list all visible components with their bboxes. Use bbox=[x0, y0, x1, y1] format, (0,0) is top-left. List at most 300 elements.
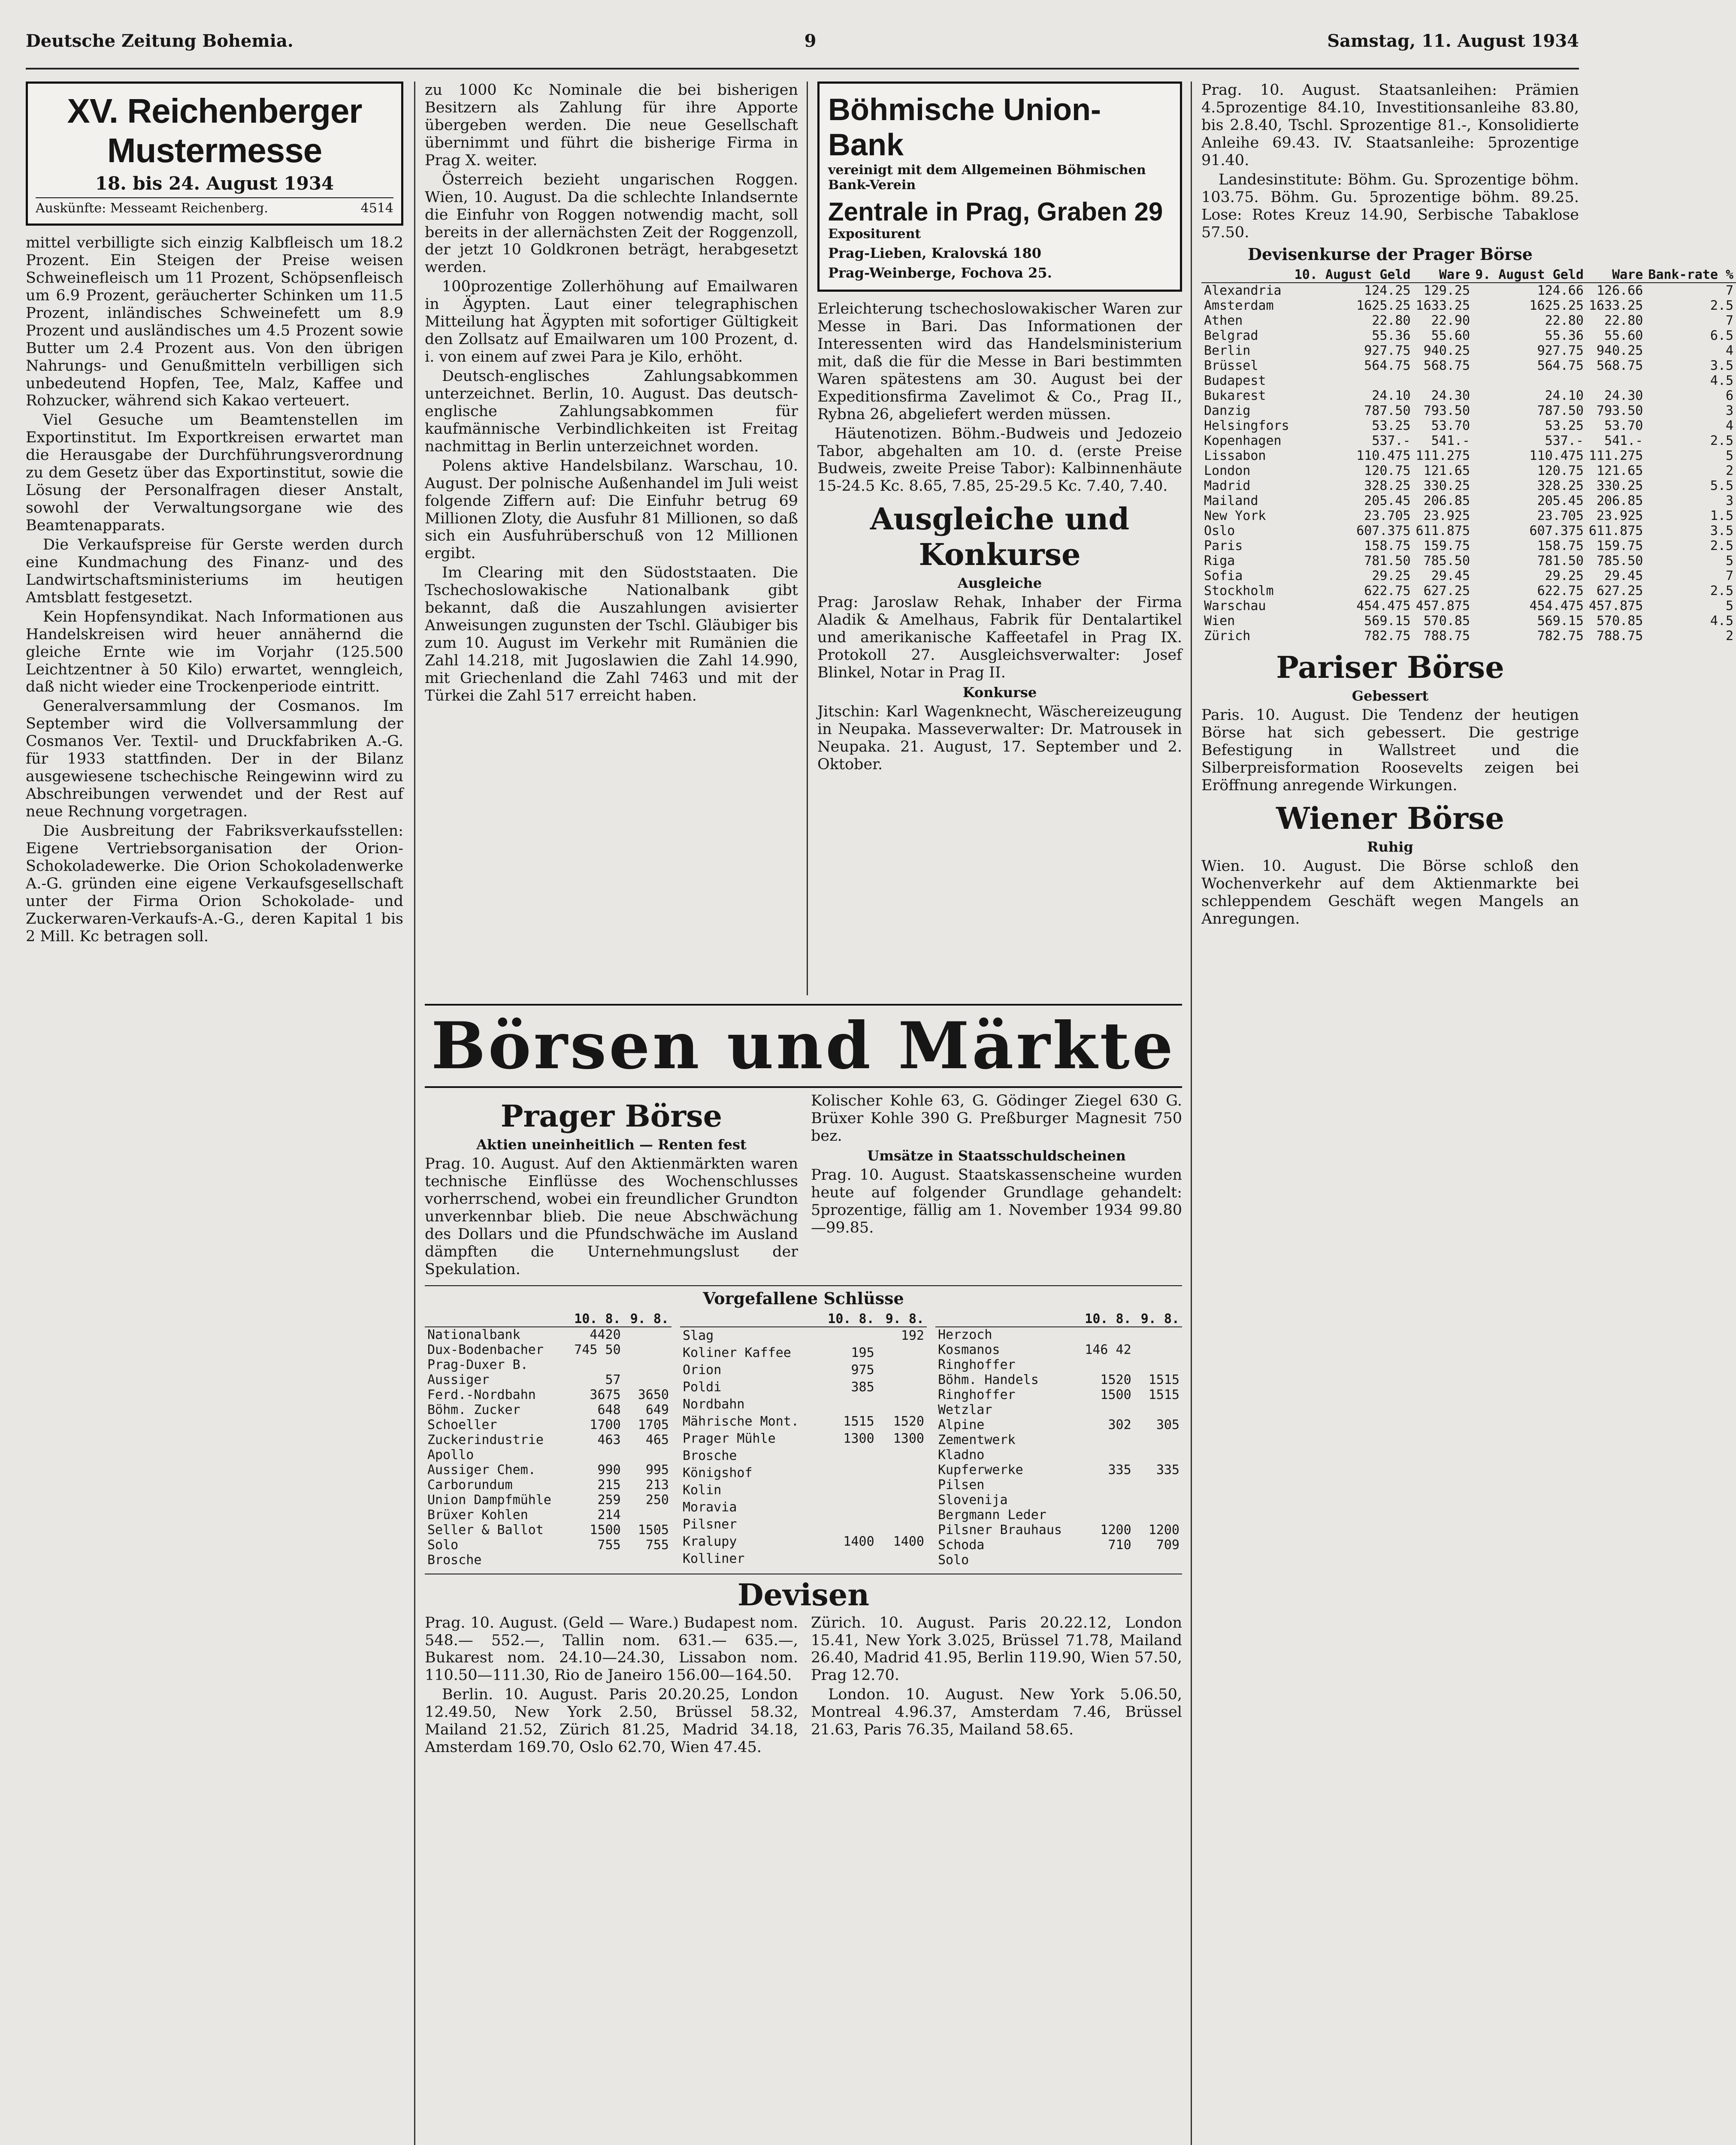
table-header-cell: Ware bbox=[1413, 267, 1473, 283]
table-cell: 206.85 bbox=[1597, 493, 1643, 509]
article-paragraph: Generalversammlung der Cosmanos. Im September wird die Vollversammlung der Cosmanos Ver. Textil- und Druckfabriken A.-G. für 1933 stattfinden. Der in der Bilanz ausgewiesene tschechische Reingewinn wird zu Abschreibungen verwendet und der Rest auf neue Rechnung vorgetragen. bbox=[26, 698, 403, 820]
table-cell: 2.5 bbox=[1710, 538, 1734, 554]
table-cell: 3650 bbox=[638, 1387, 669, 1402]
table-cell bbox=[1077, 1432, 1134, 1447]
table-cell: Pilsner Brauhaus bbox=[938, 1522, 1062, 1538]
bank-branch: Prag-Lieben, Kralovská 180 bbox=[828, 245, 1041, 261]
table-cell: 195 bbox=[851, 1345, 874, 1361]
table-cell: Kolliner bbox=[683, 1551, 745, 1567]
article-paragraph: Kolischer Kohle 63, G. Gödinger Ziegel 630 G. Brüxer Kohle 390 G. Preßburger Magnesit 750 bez. bbox=[811, 1092, 1182, 1145]
table-cell: 29.45 bbox=[1431, 568, 1470, 584]
quote-row bbox=[680, 1344, 927, 1362]
table-cell: Böhm. Zucker bbox=[427, 1402, 520, 1417]
markets-columns bbox=[425, 1092, 1182, 1278]
quote-row bbox=[935, 1402, 1182, 1417]
table-cell bbox=[1077, 1477, 1134, 1492]
table-cell: 755 bbox=[597, 1537, 621, 1553]
table-cell: 305 bbox=[1156, 1417, 1180, 1432]
table-cell: Schoeller bbox=[427, 1417, 497, 1432]
table-cell: Warschau bbox=[1204, 598, 1266, 614]
devisen-row bbox=[1201, 523, 1736, 538]
table-cell bbox=[877, 1465, 927, 1482]
article-paragraph: Deutsch-englisches Zahlungsabkommen unterzeichnet. Berlin, 10. August. Das deutsch-englische Zahlungsabkommen für kaufmännische Verbindlichkeiten ist Freitag nachmittag in Berlin unterzeichnet worden. bbox=[425, 368, 798, 455]
column-divider bbox=[1191, 82, 1192, 2145]
table-cell: 259 bbox=[597, 1492, 621, 1508]
table-cell: Dux-Bodenbacher bbox=[427, 1342, 544, 1357]
table-cell bbox=[877, 1499, 927, 1516]
table-cell: 1515 bbox=[1148, 1387, 1180, 1402]
column-3 bbox=[817, 82, 1182, 995]
quote-row bbox=[935, 1357, 1182, 1372]
table-cell: 541.- bbox=[1604, 433, 1643, 449]
table-cell: 607.375 bbox=[1356, 523, 1411, 539]
quote-row bbox=[680, 1430, 927, 1447]
header-rule bbox=[26, 68, 1579, 69]
table-cell: Sofia bbox=[1204, 568, 1243, 584]
quote-row bbox=[425, 1372, 671, 1387]
table-cell: 192 bbox=[901, 1328, 924, 1344]
table-cell: 787.50 bbox=[1364, 403, 1411, 419]
prager-boerse-right bbox=[811, 1092, 1182, 1278]
devisen-row bbox=[1201, 358, 1736, 373]
table-cell: Bergmann Leder bbox=[938, 1507, 1046, 1523]
quote-row bbox=[680, 1396, 927, 1413]
article-paragraph: Wien. 10. August. Die Börse schloß den Wochenverkehr auf dem Aktienmarkte bei schleppendem Geschäft wegen Mangels an Anregungen. bbox=[1201, 858, 1579, 927]
table-header-cell: Ware bbox=[1586, 267, 1645, 283]
table-cell bbox=[623, 1327, 671, 1342]
table-cell bbox=[566, 1447, 623, 1462]
table-cell bbox=[1134, 1432, 1182, 1447]
table-cell: 55.60 bbox=[1604, 328, 1643, 344]
table-cell: 990 bbox=[597, 1462, 621, 1477]
table-cell: 121.65 bbox=[1423, 463, 1470, 479]
quote-row bbox=[425, 1492, 671, 1508]
table-header-cell: 9. 8. bbox=[623, 1311, 671, 1327]
table-cell: Kupferwerke bbox=[938, 1462, 1023, 1477]
table-cell: 53.70 bbox=[1604, 418, 1643, 434]
table-cell: 1200 bbox=[1100, 1522, 1131, 1538]
table-cell bbox=[623, 1553, 671, 1568]
masthead-left: Deutsche Zeitung Bohemia. bbox=[26, 30, 293, 51]
table-cell: Ferd.-Nordbahn bbox=[427, 1387, 536, 1402]
quote-row bbox=[425, 1357, 671, 1372]
quote-row bbox=[680, 1327, 927, 1344]
table-cell: 1625.25 bbox=[1529, 298, 1584, 314]
article-paragraph: 100prozentige Zollerhöhung auf Emailwaren in Ägypten. Laut einer telegraphischen Mitteilung hat Ägypten mit sofortiger Gültigkeit den Zollsatz auf Emailwaren um 100 Prozent, d. i. von einem auf zwei Para je Kilo, erhöht. bbox=[425, 278, 798, 366]
devisen-row bbox=[1201, 538, 1736, 553]
table-cell: 782.75 bbox=[1537, 628, 1584, 644]
devisen-columns bbox=[425, 1614, 1182, 1757]
table-cell: Alpine bbox=[938, 1417, 985, 1432]
table-cell: 1705 bbox=[638, 1417, 669, 1432]
devisen-row bbox=[1201, 493, 1736, 508]
table-cell: 3.5 bbox=[1710, 523, 1734, 539]
table-cell: 55.36 bbox=[1372, 328, 1411, 344]
table-cell: 22.80 bbox=[1604, 313, 1643, 329]
table-cell: 4 bbox=[1726, 343, 1734, 359]
table-cell: Ringhoffer bbox=[938, 1387, 1016, 1402]
table-cell: 940.25 bbox=[1597, 343, 1643, 359]
table-cell: Wien bbox=[1204, 613, 1235, 629]
devisen-row bbox=[1201, 418, 1736, 433]
table-cell bbox=[877, 1516, 927, 1533]
table-cell: Kopenhagen bbox=[1204, 433, 1282, 449]
table-cell: 24.30 bbox=[1604, 388, 1643, 404]
table-header-cell: 9. August Geld bbox=[1473, 267, 1586, 283]
table-cell: 793.50 bbox=[1597, 403, 1643, 419]
table-cell: Königshof bbox=[683, 1465, 753, 1481]
table-cell: 215 bbox=[597, 1477, 621, 1492]
table-cell: 120.75 bbox=[1537, 463, 1584, 479]
table-cell: London bbox=[1204, 463, 1251, 479]
table-cell: 110.475 bbox=[1529, 448, 1584, 464]
quote-row bbox=[680, 1465, 927, 1482]
paris-subheading: Gebessert bbox=[1352, 688, 1429, 704]
devisen-row bbox=[1201, 508, 1736, 523]
quote-row bbox=[935, 1417, 1182, 1432]
table-cell: 745 50 bbox=[574, 1342, 621, 1357]
wien-subheading: Ruhig bbox=[1367, 839, 1413, 855]
table-cell: 1633.25 bbox=[1415, 298, 1470, 314]
quote-row bbox=[680, 1499, 927, 1516]
table-cell: 785.50 bbox=[1597, 553, 1643, 569]
devisen-row bbox=[1201, 598, 1736, 613]
table-cell: 6 bbox=[1726, 388, 1734, 404]
table-cell: 330.25 bbox=[1423, 478, 1470, 494]
table-cell: Paris bbox=[1204, 538, 1243, 554]
quote-row bbox=[935, 1553, 1182, 1568]
bank-expositur: Expositurent bbox=[828, 227, 921, 242]
table-cell: 53.25 bbox=[1372, 418, 1411, 434]
table-cell bbox=[1134, 1508, 1182, 1523]
table-cell: Budapest bbox=[1204, 373, 1266, 389]
devisen-row bbox=[1201, 328, 1736, 343]
quote-row bbox=[935, 1327, 1182, 1342]
table-cell bbox=[877, 1550, 927, 1568]
table-cell bbox=[1586, 373, 1645, 388]
devisen-row bbox=[1201, 343, 1736, 358]
quote-row bbox=[425, 1553, 671, 1568]
devisen-heading: Devisen bbox=[425, 1574, 1182, 1613]
table-cell: 564.75 bbox=[1364, 358, 1411, 374]
page-number: 9 bbox=[804, 30, 817, 51]
table-cell: 110.475 bbox=[1356, 448, 1411, 464]
quote-row bbox=[425, 1402, 671, 1417]
table-cell bbox=[1134, 1492, 1182, 1508]
table-cell: Nordbahn bbox=[683, 1397, 745, 1412]
table-cell: 1520 bbox=[893, 1414, 924, 1429]
devisen-right bbox=[811, 1614, 1182, 1757]
section-subheading: Konkurse bbox=[962, 684, 1037, 701]
table-cell: Apollo bbox=[427, 1447, 474, 1462]
table-cell: 335 bbox=[1156, 1462, 1180, 1477]
devisen-row bbox=[1201, 388, 1736, 403]
table-header-cell: 10. 8. bbox=[566, 1311, 623, 1327]
quote-row bbox=[425, 1447, 671, 1462]
devisen-row bbox=[1201, 553, 1736, 568]
devisen-row bbox=[1201, 583, 1736, 598]
quote-row bbox=[935, 1432, 1182, 1447]
quote-row bbox=[425, 1327, 671, 1342]
table-cell: Wetzlar bbox=[938, 1402, 992, 1417]
article-paragraph: Polens aktive Handelsbilanz. Warschau, 10. August. Der polnische Außenhandel im Juli weist folgende Ziffern auf: Die Einfuhr betrug 69 Millionen Zloty, die Ausfuhr 81 Millionen, so daß sich ein Ausfuhrüberschuß von 12 Millionen ergibt. bbox=[425, 457, 798, 562]
table-cell: 1500 bbox=[590, 1522, 621, 1538]
table-cell bbox=[1077, 1492, 1134, 1508]
table-cell: 1633.25 bbox=[1588, 298, 1643, 314]
column-1 bbox=[26, 82, 403, 2145]
quote-row bbox=[935, 1462, 1182, 1477]
table-cell bbox=[818, 1327, 877, 1344]
table-header-row bbox=[935, 1311, 1182, 1327]
table-cell: Lissabon bbox=[1204, 448, 1266, 464]
table-cell: Madrid bbox=[1204, 478, 1251, 494]
table-header-row bbox=[1201, 267, 1736, 283]
table-cell: 1300 bbox=[893, 1431, 924, 1447]
issue-date: Samstag, 11. August 1934 bbox=[1327, 30, 1579, 51]
table-cell: 53.70 bbox=[1431, 418, 1470, 434]
table-cell bbox=[1134, 1553, 1182, 1568]
messe-advertisement bbox=[26, 82, 403, 226]
table-cell: 55.36 bbox=[1545, 328, 1584, 344]
table-cell: 302 bbox=[1108, 1417, 1131, 1432]
bank-advertisement bbox=[817, 82, 1182, 292]
table-header-cell: Bank-rate % bbox=[1645, 267, 1736, 283]
table-cell: 53.25 bbox=[1545, 418, 1584, 434]
table-cell bbox=[1134, 1447, 1182, 1462]
article-paragraph: Landesinstitute: Böhm. Gu. Sprozentige böhm. 103.75. Böhm. Gu. 5prozentige böhm. 89.25. Lose: Rotes Kreuz 14.90, Serbische Tabaklose 57.50. bbox=[1201, 171, 1579, 241]
table-cell: 23.705 bbox=[1537, 508, 1584, 524]
table-cell: 940.25 bbox=[1423, 343, 1470, 359]
table-cell: Bukarest bbox=[1204, 388, 1266, 404]
article-paragraph: Jitschin: Karl Wagenknecht, Wäschereizeugung in Neupaka. Masseverwalter: Dr. Matrousek in Neupaka. 21. August, 17. September und 2. Oktober. bbox=[817, 703, 1182, 773]
table-cell: Mailand bbox=[1204, 493, 1258, 509]
table-cell bbox=[818, 1516, 877, 1533]
devisen-left bbox=[425, 1614, 798, 1757]
column-1-articles bbox=[26, 234, 403, 946]
wien-heading: Wiener Börse bbox=[1276, 801, 1504, 837]
quote-row bbox=[425, 1508, 671, 1523]
table-cell: 787.50 bbox=[1537, 403, 1584, 419]
table-cell: 57 bbox=[605, 1372, 621, 1387]
table-cell: Alexandria bbox=[1204, 283, 1282, 299]
article-paragraph: Österreich bezieht ungarischen Roggen. Wien, 10. August. Da die schlechte Inlandsernte die Einfuhr von Roggen notwendig macht, soll bereits in der allernächsten Zeit der Roggenzoll, der jetzt 10 Goldkronen beträgt, herabgesetzt werden. bbox=[425, 171, 798, 276]
table-cell: 1200 bbox=[1148, 1522, 1180, 1538]
messe-dates: 18. bis 24. August 1934 bbox=[95, 173, 334, 194]
table-header-row bbox=[680, 1311, 927, 1327]
table-cell: 158.75 bbox=[1537, 538, 1584, 554]
table-cell: 927.75 bbox=[1364, 343, 1411, 359]
table-cell: 120.75 bbox=[1364, 463, 1411, 479]
table-cell bbox=[818, 1482, 877, 1499]
table-cell: 1520 bbox=[1100, 1372, 1131, 1387]
table-cell: Brüxer Kohlen bbox=[427, 1507, 528, 1523]
table-cell: Prager Mühle bbox=[683, 1431, 776, 1447]
section-subheading: Ausgleiche bbox=[957, 575, 1042, 592]
table-cell: 607.375 bbox=[1529, 523, 1584, 539]
quote-row bbox=[680, 1379, 927, 1396]
table-cell: 788.75 bbox=[1597, 628, 1643, 644]
table-cell: Belgrad bbox=[1204, 328, 1258, 344]
table-cell: 564.75 bbox=[1537, 358, 1584, 374]
table-cell bbox=[1473, 373, 1586, 388]
devisen-row bbox=[1201, 568, 1736, 583]
table-header-cell: 10. 8. bbox=[818, 1311, 877, 1327]
table-cell: 129.25 bbox=[1423, 283, 1470, 299]
table-cell: 4.5 bbox=[1710, 373, 1734, 389]
table-cell: 214 bbox=[597, 1507, 621, 1523]
markets-section bbox=[425, 1004, 1182, 2145]
table-cell: 463 bbox=[597, 1432, 621, 1447]
table-cell bbox=[1077, 1357, 1134, 1372]
article-paragraph: Im Clearing mit den Südoststaaten. Die Tschechoslowakische Nationalbank gibt bekannt, daß die Auszahlungen avisierter Anweisungen zugunsten der Tschl. Gläubiger bis zum 10. August im Verkehr mit Rumänien die Zahl 14.218, mit Jugoslawien die Zahl 14.990, mit Griechenland die Zahl 7463 und mit der Türkei die Zahl 517 erreicht haben. bbox=[425, 564, 798, 704]
table-cell: 3 bbox=[1726, 403, 1734, 419]
table-cell: 6.5 bbox=[1710, 328, 1734, 344]
table-cell: 1625.25 bbox=[1356, 298, 1411, 314]
table-cell bbox=[1413, 373, 1473, 388]
table-cell: 611.875 bbox=[1588, 523, 1643, 539]
article-paragraph: Prag. 10. August. Staatsanleihen: Prämien 4.5prozentige 84.10, Investitionsanleihe 83.80, bis 2.8.40, Tschl. Sprozentige 81.-, Konsolidierte Anleihe 69.43. IV. Staatsanleihe: 5prozentige 91.40. bbox=[1201, 82, 1579, 169]
table-cell: Nationalbank bbox=[427, 1327, 520, 1342]
article-paragraph: Zürich. 10. August. Paris 20.22.12, London 15.41, New York 3.025, Brüssel 71.78, Mailand 26.40, Madrid 41.95, Berlin 119.90, Wien 57.50, Prag 12.70. bbox=[811, 1614, 1182, 1684]
quote-row bbox=[935, 1523, 1182, 1538]
table-cell bbox=[1077, 1447, 1134, 1462]
table-cell: 785.50 bbox=[1423, 553, 1470, 569]
table-cell: 454.475 bbox=[1356, 598, 1411, 614]
table-cell: 385 bbox=[851, 1380, 874, 1395]
messe-title: XV. Reichenberger Mustermesse bbox=[67, 92, 362, 169]
table-cell: Herzoch bbox=[938, 1327, 992, 1342]
table-cell: Schoda bbox=[938, 1537, 985, 1553]
quote-row bbox=[935, 1492, 1182, 1508]
article-paragraph: Die Verkaufspreise für Gerste werden durch eine Kundmachung des Finanz- und des Landwirtschaftsministeriums im heutigen Amtsblatt festgesetzt. bbox=[26, 536, 403, 606]
table-cell: 205.45 bbox=[1364, 493, 1411, 509]
table-cell: 23.705 bbox=[1364, 508, 1411, 524]
quote-row bbox=[680, 1482, 927, 1499]
table-cell: 793.50 bbox=[1423, 403, 1470, 419]
table-cell bbox=[566, 1553, 623, 1568]
table-cell: 328.25 bbox=[1364, 478, 1411, 494]
table-cell: 781.50 bbox=[1537, 553, 1584, 569]
table-cell bbox=[877, 1344, 927, 1362]
table-cell bbox=[623, 1372, 671, 1387]
quote-row bbox=[680, 1447, 927, 1465]
table-cell: 5 bbox=[1726, 448, 1734, 464]
table-cell: 206.85 bbox=[1423, 493, 1470, 509]
bank-subtitle: vereinigt mit dem Allgemeinen Böhmischen Bank-Verein bbox=[828, 163, 1146, 193]
quote-row bbox=[935, 1387, 1182, 1402]
article-paragraph: Prag: Jaroslaw Rehak, Inhaber der Firma Aladik & Amelhaus, Fabrik für Dentalartikel und amerikanische Kaffeetafel in Prag IX. Protokoll 27. Ausgleichsverwalter: Josef Blinkel, Notar in Prag II. bbox=[817, 594, 1182, 682]
table-cell: 649 bbox=[645, 1402, 669, 1417]
quote-row bbox=[425, 1342, 671, 1357]
table-cell: 7 bbox=[1726, 313, 1734, 329]
table-cell: 569.15 bbox=[1364, 613, 1411, 629]
table-cell: 111.275 bbox=[1415, 448, 1470, 464]
quote-row bbox=[935, 1508, 1182, 1523]
prager-boerse-left bbox=[425, 1092, 798, 1278]
article-paragraph: Kein Hopfensyndikat. Nach Informationen aus Handelskreisen wird heuer annähernd die gleiche Ernte wie im Vorjahr (125.500 Leichtzentner à 50 Kilo) erwartet, wenngleich, daß nicht wieder eine Trockenperiode eintritt. bbox=[26, 608, 403, 696]
devisen-row bbox=[1201, 448, 1736, 463]
table-cell bbox=[1292, 373, 1413, 388]
table-cell: Brosche bbox=[427, 1552, 482, 1568]
table-header-cell bbox=[935, 1311, 1077, 1327]
markets-title: Börsen und Märkte bbox=[431, 1008, 1176, 1084]
quote-row bbox=[935, 1372, 1182, 1387]
article-paragraph: Berlin. 10. August. Paris 20.20.25, London 12.49.50, New York 2.50, Brüssel 58.32, Mailand 21.52, Zürich 81.25, Madrid 34.18, Amsterdam 169.70, Oslo 62.70, Wien 47.45. bbox=[425, 1686, 798, 1756]
table-cell: 124.25 bbox=[1364, 283, 1411, 299]
bank-name: Böhmische Union-Bank bbox=[828, 93, 1101, 162]
table-cell bbox=[623, 1508, 671, 1523]
umsatz-heading: Umsätze in Staatsschuldscheinen bbox=[867, 1147, 1126, 1164]
table-header-cell bbox=[425, 1311, 566, 1327]
table-cell: 23.925 bbox=[1597, 508, 1643, 524]
table-cell: Ringhoffer bbox=[938, 1357, 1016, 1372]
table-cell: 24.10 bbox=[1545, 388, 1584, 404]
table-header-cell: 9. 8. bbox=[1134, 1311, 1182, 1327]
quote-row bbox=[935, 1447, 1182, 1462]
table-cell: 995 bbox=[645, 1462, 669, 1477]
table-cell: 328.25 bbox=[1537, 478, 1584, 494]
table-cell: Koliner Kaffee bbox=[683, 1345, 791, 1361]
table-cell: Helsingfors bbox=[1204, 418, 1289, 434]
quote-row bbox=[680, 1550, 927, 1568]
table-cell: 5 bbox=[1726, 553, 1734, 569]
table-cell: Prag-Duxer B. bbox=[427, 1357, 528, 1372]
table-cell: 3675 bbox=[590, 1387, 621, 1402]
quote-row bbox=[680, 1516, 927, 1533]
table-cell: Aussiger bbox=[427, 1372, 490, 1387]
table-cell: 4.5 bbox=[1710, 613, 1734, 629]
table-cell: 788.75 bbox=[1423, 628, 1470, 644]
table-cell: Pilsner bbox=[683, 1517, 737, 1532]
table-cell: 22.90 bbox=[1431, 313, 1470, 329]
table-cell: 5 bbox=[1726, 598, 1734, 614]
table-cell: 570.85 bbox=[1597, 613, 1643, 629]
table-cell: 709 bbox=[1156, 1537, 1180, 1553]
devisen-row bbox=[1201, 628, 1736, 644]
quote-row bbox=[425, 1523, 671, 1538]
messe-number: 4514 bbox=[360, 201, 393, 216]
quote-row bbox=[680, 1413, 927, 1430]
column-4 bbox=[1201, 82, 1734, 2145]
table-cell: Orion bbox=[683, 1363, 722, 1378]
article-paragraph: Erleichterung tschechoslowakischer Waren zur Messe in Bari. Das Informationen der Interessenten wird das Handelsministerium mit, daß die für die Messe in Bari bestimmten Waren spätestens am 30. August bei der Expeditionsfirma Zavelimot & Co., Prag II., Rybna 26, abgeliefert werden müssen. bbox=[817, 300, 1182, 423]
table-cell: Moravia bbox=[683, 1500, 737, 1515]
article-paragraph: mittel verbilligte sich einzig Kalbfleisch um 18.2 Prozent. Ein Steigen der Preise weisen Schweinefleisch um 11 Prozent, Schöpsenfleisch um 6.9 Prozent, geräucherter Schinken um 11.5 Prozent, inländisches Schweinefett um 8.9 Prozent und ausländisches um 4.5 Prozent sowie Butter um 2.4 Prozent aus. Von den übrigen Nahrungs- und Genußmitteln verbilligen sich unbedeutend Hopfen, Tee, Malz, Kaffee und Rohzucker, während sich Kakao verteuert. bbox=[26, 234, 403, 410]
table-cell: Aussiger Chem. bbox=[427, 1462, 536, 1477]
table-cell: 1515 bbox=[1148, 1372, 1180, 1387]
table-header-row bbox=[425, 1311, 671, 1327]
table-cell: New York bbox=[1204, 508, 1266, 524]
table-cell: Poldi bbox=[683, 1380, 722, 1395]
table-cell: 213 bbox=[645, 1477, 669, 1492]
table-cell: 1400 bbox=[843, 1534, 874, 1549]
table-cell: 5.5 bbox=[1710, 478, 1734, 494]
table-cell: Böhm. Handels bbox=[938, 1372, 1039, 1387]
table-cell: 927.75 bbox=[1537, 343, 1584, 359]
table-cell: 330.25 bbox=[1597, 478, 1643, 494]
article-paragraph: London. 10. August. New York 5.06.50, Montreal 4.96.37, Amsterdam 7.46, Brüssel 21.63, Paris 76.35, Mailand 58.65. bbox=[811, 1686, 1182, 1739]
article-paragraph: Prag. 10. August. (Geld — Ware.) Budapest nom. 548.— 552.—, Tallin nom. 631.— 635.—, Bukarest nom. 24.10—24.30, Lissabon nom. 110.50—111.30, Rio de Janeiro 156.00—164.50. bbox=[425, 1614, 798, 1684]
table-cell: Brüssel bbox=[1204, 358, 1258, 374]
table-cell bbox=[1134, 1327, 1182, 1342]
table-cell bbox=[623, 1447, 671, 1462]
table-cell: Athen bbox=[1204, 313, 1243, 329]
table-cell: 1500 bbox=[1100, 1387, 1131, 1402]
table-cell: 55.60 bbox=[1431, 328, 1470, 344]
table-cell bbox=[818, 1550, 877, 1568]
prager-heading: Prager Börse bbox=[500, 1098, 723, 1134]
prager-subheading: Aktien uneinheitlich — Renten fest bbox=[476, 1136, 747, 1153]
